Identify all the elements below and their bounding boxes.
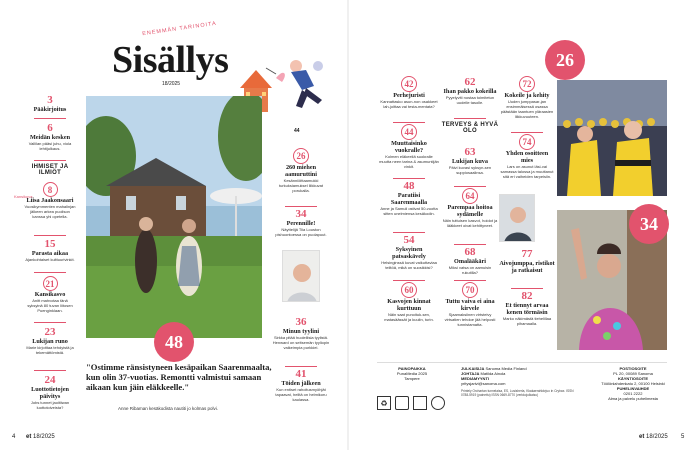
item-title: Aivojumppa, ristikot ja ratkaisut	[499, 260, 555, 274]
divider	[511, 288, 543, 289]
divider	[454, 280, 486, 281]
item-title: Paratiisi Saarenmaalla	[390, 192, 428, 206]
toc-item-6[interactable]	[24, 122, 76, 151]
divider	[454, 118, 486, 119]
page-number: 24	[44, 374, 56, 386]
item-desc: Uuden jumppasar-jan ensimmäisessä osassa päästään taantuen yläraasien liikkuvuuteen.	[500, 99, 554, 119]
item-title: Lukijan runo	[32, 338, 68, 345]
toc-item-8[interactable]	[24, 182, 76, 219]
page-number-circle: 26	[293, 148, 309, 164]
page-number-circle: 64	[462, 188, 478, 204]
item-desc: Näin tuttuisen kasvot, hoidot ja lääkkeet oivat kehittyneet.	[442, 218, 498, 228]
page-number: 77	[521, 248, 533, 260]
page-number: 63	[464, 146, 476, 158]
item-desc: Miksi vatsa on aamuisin rukutilla?	[448, 265, 492, 275]
page-44-ref: 44	[294, 128, 300, 134]
page-number-circle: 70	[462, 282, 478, 298]
footer-issue: 18/2025	[646, 434, 668, 440]
item-title: Perhejuristi	[393, 92, 425, 99]
divider	[285, 366, 317, 367]
toc-item-77[interactable]	[499, 248, 555, 274]
page-number: 68	[464, 246, 476, 258]
item-desc: Näyttelijä Tiia Louston pishuontoessa on puolapuut.	[275, 227, 327, 237]
toc-item-68[interactable]	[441, 246, 499, 275]
item-desc: Näin saat punoituk-sen, matasäässät ja kuulin, turin.	[384, 312, 434, 322]
toc-item-24[interactable]	[24, 374, 76, 410]
feature-photo-garden	[86, 96, 262, 338]
quote-caption: Anne Ribaman kesäkodista nautiti jo kolmas polvi.	[118, 406, 219, 411]
toc-item-72[interactable]	[499, 76, 555, 119]
divider	[511, 132, 543, 133]
imprint-head: POSTIOSOITE	[619, 366, 647, 371]
page-number-circle: 21	[43, 276, 58, 291]
item-title: Muuttaisinko vuokralle?	[391, 140, 427, 154]
footer-logo: et	[639, 434, 645, 440]
page-number: 62	[464, 76, 476, 88]
item-title: Tuttu vaiva ei aina kirvele	[445, 298, 495, 312]
divider	[454, 186, 486, 187]
item-title: Liisa Jaakonsaari	[26, 197, 74, 204]
item-desc: Vallilan pääsi juhu, viola lehtijulkaus.	[28, 141, 72, 151]
page-number-circle: 42	[401, 76, 417, 92]
certificate-seal-icon	[431, 396, 445, 410]
page-number-circle: 44	[401, 124, 417, 140]
toc-item-26[interactable]	[270, 148, 332, 193]
toc-item-70[interactable]	[441, 282, 499, 327]
imprint-col-a	[377, 366, 447, 381]
imprint-value: Alma ja palvelu puhelimesta	[608, 396, 658, 401]
item-desc: Marko näkimästä tiehelillaa pihamaalla.	[502, 316, 552, 326]
divider	[34, 160, 66, 161]
team-photo-image	[557, 80, 667, 196]
item-title: Ihan pakko kokeilla	[443, 88, 497, 95]
footer-logo: et	[26, 434, 32, 440]
item-title: Parempaa hoitoa sydämelle	[447, 204, 493, 218]
divider	[34, 272, 66, 273]
imprint-head: PUHELINVAIHDE	[616, 386, 650, 391]
imprint-head: JOHTAJA	[461, 371, 480, 376]
toc-item-48[interactable]	[379, 180, 439, 216]
item-desc: Kesänniöittaamukki turkuksiamuksel liikkuvat porukalla.	[278, 178, 323, 193]
item-desc: Kolmen eläkeeliä suokralle muutta neen tarina & asumuntijän vinkit.	[379, 154, 439, 169]
item-desc: Kannattasko asun-non osakkeet lah-joittaa vai testa-mentata?	[380, 99, 438, 109]
imprint-small: Printely Orchartan tunnelaisa, ES, Lusisherla, Kkakaerahkkrjuo in Crybax. ISSN 0788-5919 (painettu) ISSN 0669-8770 (verkkojulkaisu)	[461, 389, 574, 397]
item-desc: Sirkka pitää huolellisia tyylistä. Henward on seitsemän tyyliopin vaikeimpia purkkiei.	[272, 335, 330, 350]
divider	[393, 122, 425, 123]
item-desc: Anne ja Samuli ostivat 50-vuotta sitten unelmiensa kesäkodin.	[380, 206, 438, 216]
toc-item-62[interactable]	[441, 76, 499, 105]
footer-magazine	[639, 434, 668, 440]
toc-item-60[interactable]	[379, 282, 439, 322]
page-number: 6	[47, 122, 53, 134]
item-desc: Sjaamaksiinen virtsteivy virtsatien tehdoe jää helposti tunnistamatta.	[444, 312, 496, 327]
imprint-value: 0201 2222	[623, 391, 643, 396]
pull-quote: "Ostimme ränsistyneen kesäpaikan Saarenmaalta, kun olin 37-vuotias. Remontti valmistui samaan aikaan kun jäin eläkkeelle."	[86, 362, 272, 392]
fsc-icon	[413, 396, 427, 410]
footer-page-number: 5	[681, 434, 685, 440]
page-number: 23	[44, 326, 56, 338]
photo-page-number-48[interactable]: 48	[154, 322, 194, 362]
page-number-circle: 8	[43, 182, 58, 197]
item-title: Meidän kesken	[29, 134, 71, 141]
item-title: Syksyinen patsaskävely	[392, 246, 426, 260]
imprint-head: JULKAISIJA	[461, 366, 485, 371]
feature-photo-team	[557, 80, 667, 196]
page-number-circle: 60	[401, 282, 417, 298]
imprint-value: Töölönlahdenkatu 2, 00100 Helsinki	[601, 381, 665, 386]
section-people	[24, 164, 76, 176]
toc-item-41[interactable]	[270, 368, 332, 402]
page-number-circle: 74	[519, 134, 535, 150]
item-desc: Jobs tunnet jaoitiiwan luottotoiveista?	[30, 400, 70, 410]
page-number: 54	[403, 234, 415, 246]
imprint-line: Tampere	[404, 376, 420, 381]
imprint-head: PAINOPAIKKA	[398, 366, 426, 371]
divider	[454, 244, 486, 245]
item-title: 260 miehen aamuruttini	[285, 164, 317, 178]
imprint-head: KÄYNTIOSOITE	[617, 376, 648, 381]
imprint-value: Matilda Ainola	[480, 371, 506, 376]
imprint-line: PunaMedia 2025	[396, 371, 428, 376]
item-title: Perennille!	[286, 220, 316, 227]
imprint-value: yritysjarivi@sanoma.com	[461, 381, 506, 386]
ecolabel-icon	[395, 396, 409, 410]
portrait-photo-doctor	[499, 194, 535, 242]
item-title: Kokeile ja kehity	[504, 92, 550, 99]
toc-item-54[interactable]	[379, 234, 439, 270]
divider	[34, 118, 66, 119]
imprint-col-b	[461, 366, 581, 397]
item-desc: Pyyelyviti nostaa toimitetun uudelle tasolle.	[445, 95, 495, 105]
imprint-col-c	[595, 366, 671, 401]
page-number: 15	[44, 238, 56, 250]
divider	[393, 232, 425, 233]
item-desc: Kun entiset rahoitusmyöhjät tapaavat, heiltä on helmikoru kaulassa.	[275, 387, 327, 402]
page-title: Sisällys	[112, 39, 229, 81]
item-desc: Vuosikymmenten mahalinjan jälkeen arkea puolison kanssa yhi opetella.	[24, 204, 76, 219]
toc-item-82[interactable]	[499, 290, 555, 326]
toc-item-44[interactable]	[379, 124, 439, 169]
page-number: 48	[403, 180, 415, 192]
page-number: 41	[295, 368, 307, 380]
toc-item-63[interactable]	[441, 146, 499, 175]
item-desc: Päivi kuvasi syksyn-sen suppiosaalinsa.	[448, 165, 492, 175]
recycle-icon: ♻	[377, 396, 391, 410]
divider	[34, 235, 66, 236]
toc-item-36[interactable]	[270, 316, 332, 350]
toc-item-21[interactable]	[24, 276, 76, 313]
item-title: Kansikasvo	[34, 291, 66, 298]
page-number: 36	[295, 316, 307, 328]
imprint-value: Sanoma Media Finland	[485, 366, 527, 371]
toc-item-3[interactable]	[24, 94, 76, 113]
footer-page-number: 4	[12, 434, 16, 440]
page-number: 3	[47, 94, 53, 106]
item-title: Luottotietojen päivitys	[31, 386, 69, 400]
section-label: IHMISET JA ILMIÖT	[31, 164, 69, 176]
photo-page-number-26[interactable]: 26	[545, 40, 585, 80]
item-desc: Ajankohtaiset kulttuurivinkit.	[25, 257, 75, 262]
item-title: Et tiennyt arvaa kenen törmäsin	[505, 302, 549, 316]
toc-item-42[interactable]	[379, 76, 439, 109]
portrait-photo-man	[282, 250, 320, 302]
divider	[34, 370, 66, 371]
toc-item-64[interactable]	[441, 188, 499, 228]
section-label: TERVEYS & HYVÄ OLO	[441, 122, 499, 134]
item-desc: Marie kirjoittaa tehdyistä ja tekemättömistä.	[26, 345, 74, 355]
item-title: Töiden jälkeen	[281, 380, 321, 387]
item-title: Lukijan kuva	[452, 158, 488, 165]
kicker: ENEMMÄN TARINOITA	[141, 20, 218, 38]
page-number: 82	[521, 290, 533, 302]
item-desc: Helsinginssä kuvat vaikuttaviaa teiltöä, mikä on suosikkisi?	[381, 260, 437, 270]
divider	[34, 322, 66, 323]
item-title: Yhden osoitteen mies	[505, 150, 549, 164]
item-desc: Anitt mahvotaa tänä syksyinä 80 tuvan liitosen Puenginklaan.	[27, 298, 73, 313]
right-page	[349, 0, 696, 450]
item-title: Minun tyylini	[282, 328, 320, 335]
item-title: Omalääkäri	[454, 258, 486, 265]
footer-issue: 18/2025	[33, 434, 55, 440]
divider	[393, 178, 425, 179]
toc-item-23[interactable]	[24, 326, 76, 355]
issue-number: 18/2025	[162, 81, 181, 87]
imprint-divider	[377, 362, 667, 363]
item-title: Kasvojen kinnat kurttuun	[387, 298, 431, 312]
doctor-portrait-image	[500, 195, 535, 242]
footer-magazine	[26, 434, 55, 440]
photo-page-number-34[interactable]: 34	[629, 204, 669, 244]
garden-scene-image	[86, 96, 262, 338]
toc-item-34[interactable]	[270, 208, 332, 237]
divider	[285, 206, 317, 207]
imprint-value: PL 20, 00089 Sanoma	[613, 371, 653, 376]
cover-tag: Kansikuva	[14, 194, 33, 199]
toc-item-15[interactable]	[24, 238, 76, 262]
page-number-circle: 72	[519, 76, 535, 92]
imprint-head: MEDIAMYYNTI	[461, 376, 489, 381]
certification-logos	[377, 394, 457, 412]
section-health	[441, 122, 499, 134]
item-title: Pääkirjoitus	[33, 106, 67, 113]
page-number: 34	[295, 208, 307, 220]
man-portrait-image	[283, 251, 320, 302]
divider	[393, 280, 425, 281]
item-desc: Lars on asunut läsi-vai samassa talossa ja muuttanut sitä eri vaiheiden tarpeisiin.	[500, 164, 554, 179]
item-title: Parasta aikaa	[31, 250, 69, 257]
toc-item-74[interactable]	[499, 134, 555, 179]
